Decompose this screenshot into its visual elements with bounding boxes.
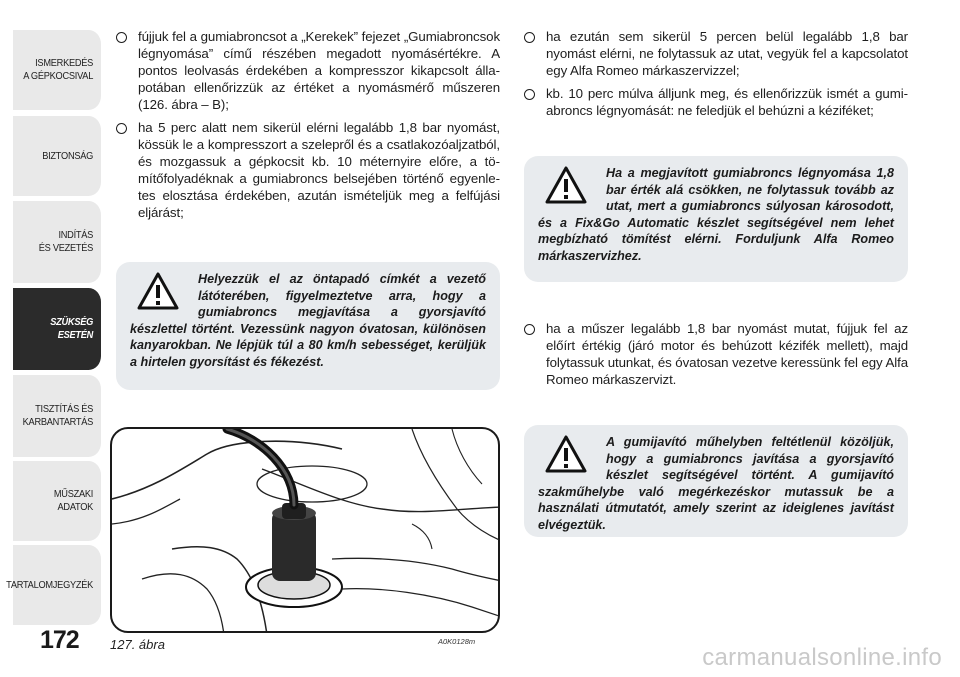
tab-muszaki-adatok[interactable]: MŰSZAKI ADATOK (13, 461, 101, 541)
tab-inditas[interactable]: INDÍTÁS ÉS VEZETÉS (13, 201, 101, 283)
warning-text: A gumijavító műhelyben feltétlenül közöljük, hogy a gumiabroncs javítása a gyorsjavító készlet segítségével történt. A gumijavító szakműhelybe való megérkezéskor mutassuk be a használati útmutatót, amely szerint az ideiglenes javítást elvégeztük. (538, 435, 894, 532)
warning-box-workshop (524, 425, 908, 537)
warning-triangle-icon (544, 434, 598, 482)
list-item (524, 85, 908, 119)
list-item (116, 119, 500, 221)
list-item-text: ha 5 perc alatt nem sikerül elérni legalább 1,8 bar nyomást, kössük le a kompresszort a szelepről és a csatlakozóaljzatból, és mozgassuk a gépkocsit kb. 10 méternyire előre, a tömítőfolyadéknak a gumiabroncs belsejében történő egyenletes elosztása érdekében, azután ismételjük meg a felfújási eljárást; (138, 120, 500, 220)
tab-tartalomjegyzek[interactable]: TARTALOMJEGYZÉK (13, 545, 101, 625)
bullet-ring-icon (524, 32, 535, 43)
warning-box-pressure (524, 156, 908, 282)
bullet-ring-icon (116, 32, 127, 43)
bullet-ring-icon (116, 123, 127, 134)
list-item-text: fújjuk fel a gumiabroncsot a „Kerekek” fejezet „Gumiabroncsok légnyomása” című részében megadott nyomásértékre. A pontos leolvasás érdekében a kompresszor kikapcsolt állapotában ellenőrizzük az értéket a nyomásmérő műszeren (126. ábra – B); (138, 29, 500, 112)
tab-tisztitas[interactable]: TISZTÍTÁS ÉS KARBANTARTÁS (13, 375, 101, 457)
list-item-text: kb. 10 perc múlva álljunk meg, és ellenőrizzük ismét a gumiabroncs légnyomását: ne feledjük el behúzni a kéziféket; (546, 86, 908, 118)
figure-code: A0K0128m (438, 637, 476, 646)
page-number: 172 (40, 626, 79, 654)
figure-caption: 127. ábra (110, 637, 165, 652)
right-column-mid (524, 320, 908, 394)
bullet-ring-icon (524, 324, 535, 335)
left-column (116, 28, 500, 227)
chapter-sidebar (0, 0, 104, 677)
warning-text: Ha a megjavított gumiabroncs légnyomása 1,8 bar érték alá csökken, ne folytassuk tovább az utat, mert a gumiabroncs súlyosan károsodott, és a Fix&Go Automatic készlet segítségével nem lehet megbízható tömítést elérni. Forduljunk Alfa Romeo márkaszervizhez. (538, 166, 894, 263)
tab-szukseg-eseten[interactable]: SZÜKSÉG ESETÉN (13, 288, 101, 370)
figure-127-compressor-plug (110, 427, 500, 633)
list-item (524, 28, 908, 79)
warning-box-sticker (116, 262, 500, 390)
list-item (524, 320, 908, 388)
warning-text: Helyezzük el az öntapadó címkét a vezető látóterében, figyelmeztetve arra, hogy a gumiabroncs megjavítása a gyorsjavító készlettel történt. Vezessünk nagyon óvatosan, különösen kanyarokban. Ne lépjük túl a 80 km/h sebességet, kerüljük a hirtelen gyorsítást és fékezést. (130, 272, 486, 369)
warning-triangle-icon (544, 165, 598, 213)
list-item-text: ha a műszer legalább 1,8 bar nyomást mutat, fújjuk fel az előírt értékig (járó motor és behúzott kézifék mellett), majd folytassuk utunkat, és óvatosan vezetve keressünk fel egy Alfa Romeo márkaszervizt. (546, 321, 908, 387)
right-column-top (524, 28, 908, 125)
figure-illustration (112, 429, 500, 633)
list-item-text: ha ezután sem sikerül 5 percen belül legalább 1,8 bar nyomást elérni, ne folytassuk az utat, vegyük fel a kapcsolatot egy Alfa Romeo márkaszervizzel; (546, 29, 908, 78)
bullet-ring-icon (524, 89, 535, 100)
tab-ismerkedes[interactable]: ISMERKEDÉS A GÉPKOCSIVAL (13, 30, 101, 110)
watermark: carmanualsonline.info (702, 644, 942, 671)
tab-biztonsag[interactable]: BIZTONSÁG (13, 116, 101, 196)
list-item (116, 28, 500, 113)
warning-triangle-icon (136, 271, 190, 319)
